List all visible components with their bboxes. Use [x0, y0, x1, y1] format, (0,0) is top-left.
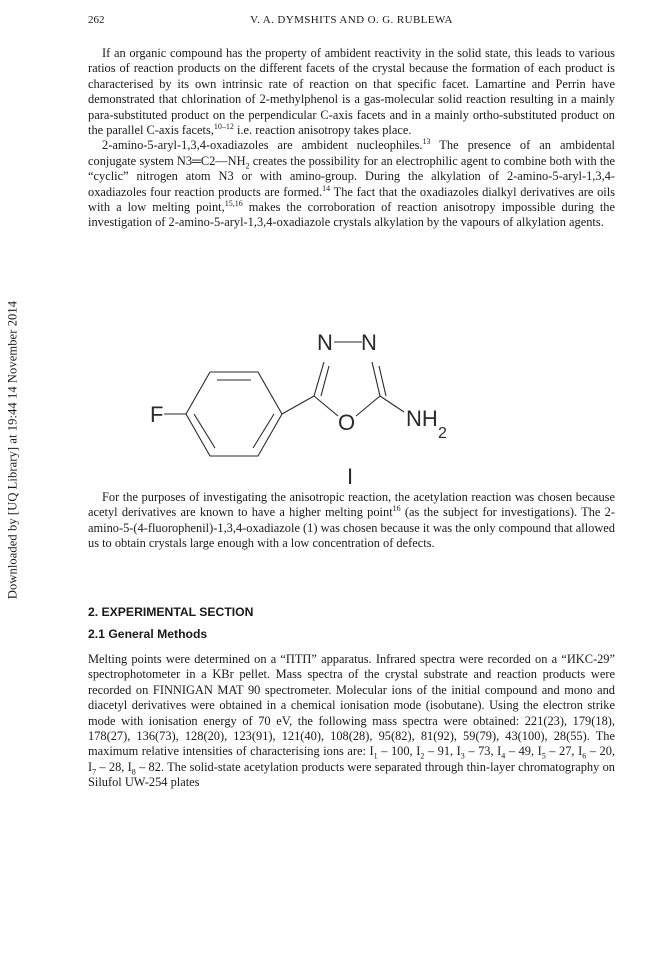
atom-o: O: [338, 410, 356, 435]
chemical-structure: [150, 320, 530, 490]
paragraph-oxadiazoles: 2-amino-5-aryl-1,3,4-oxadiazoles are ambident nucleophiles.$^{13}$ The presence of an ambidental conjugate system $N3═C2—NH_2$ creates the possibility for an electrophilic agent to combine both with the “cyclic” nitrogen atom N3 or with amino-group. During the alkylation of 2-amino-5-aryl-1,3,4-oxadiazoles four reaction products are formed.$^{14}$ The fact that the oxadiazoles dialkyl derivatives are oils with a low melting point,$^{15,16}$ makes the corroboration of reaction anisotropy impossible during the investigation of 2-amino-5-aryl-1,3,4-oxadiazole crystals alkylation by the vapours of alkylation agents.: [88, 137, 616, 230]
paragraph-acetylation: For the purposes of investigating the anisotropic reaction, the acetylation reaction was chosen because acetyl derivatives are known to have a higher melting point$^{16}$ (as the subject for investigations). The 2-amino-5-(4-fluorophenil)-1,3,4-oxadiazole (1) was chosen because it was the only compound that allowed us to obtain crystals large enough with a low concentration of defects.: [88, 490, 615, 551]
atom-n3: N: [317, 330, 333, 355]
atom-n4: N: [361, 330, 377, 355]
atom-f: F: [150, 402, 164, 427]
amino-group: NH: [406, 406, 438, 431]
purpose-text: [88, 490, 615, 552]
page-number: 262: [88, 14, 105, 26]
compound-label: I: [347, 464, 354, 489]
methods-text: [88, 652, 615, 791]
amino-subscript: 2: [438, 425, 447, 442]
section-heading: 2. EXPERIMENTAL SECTION: [88, 605, 254, 619]
page-header: [88, 14, 615, 32]
download-watermark: [2, 250, 24, 650]
download-note: Downloaded by [UQ Library] at 19:44 14 November 2014: [5, 300, 20, 600]
intro-text: [88, 46, 615, 231]
paragraph-general-methods: Melting points were determined on a “ПТП” apparatus. Infrared spectra were recorded on a “ИKC-29” spectrophotometer in a KBr pellet. Mass spectra of the crystal substrate and reaction products were recorded on FINNIGAN MAT 90 spectrometer. Molecular ions of the initial compound and mono and diacetyl derivatives were obtained in a chemical ionisation mode (isobutane). Using the electron strike mode with ionisation energy of 70 eV, the following mass spectra were obtained: 221(23), 179(18), 178(27), 136(73), 128(20), 123(91), 121(40), 108(28), 95(82), 81(92), 59(79), 43(100), 28(55). The maximum relative intensities of characterising ions are: $I_1 - 100$, $I_2 - 91$, $I_3 - 73$, $I_4 - 49$, $I_5 - 27$, $I_6 - 20$, $I_7 - 28$, $I_8 - 82$. The solid-state acetylation products were separated through thin-layer chromatography on Silufol UW-254 plates: [88, 652, 615, 790]
paragraph-ambident-reactivity: If an organic compound has the property of ambident reactivity in the solid state, this leads to various ratios of reaction products on the different facets of the crystal because the formation of each product is characterised by its own intrinsic rate of reaction on that specific facet. Lamartine and Perrin have demonstrated that chlorination of 2-methylphenol is a gas-molecular solid reaction resulting in a mainly para-substituted product on the perpendicular C-axis facets and in a mainly ortho-substituted product on the parallel C-axis facets,$^{10-12}$ i.e. reaction anisotropy takes place.: [88, 46, 615, 138]
subsection-heading: 2.1 General Methods: [88, 627, 208, 641]
running-title: V. A. DYMSHITS AND O. G. RUBLEWA: [250, 14, 453, 26]
